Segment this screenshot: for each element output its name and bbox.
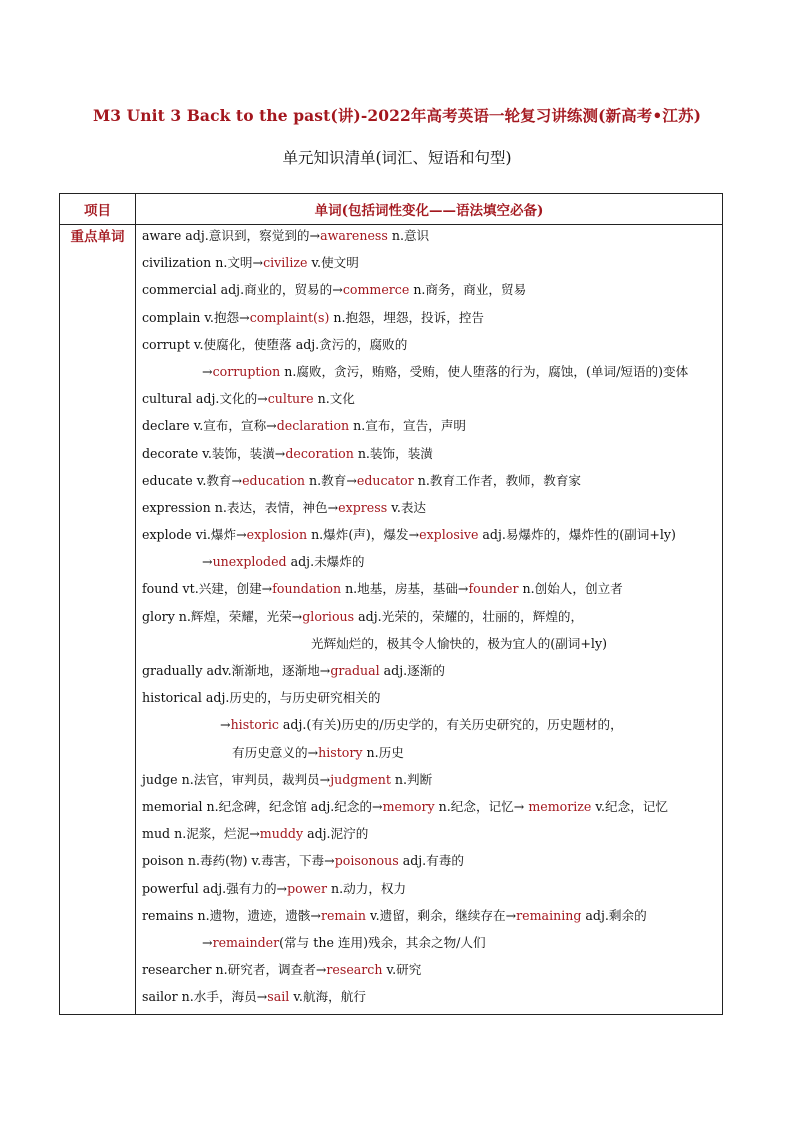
entry-text: v.研究 bbox=[382, 962, 422, 978]
word-entry-line bbox=[136, 280, 722, 307]
word-entry-line bbox=[136, 688, 722, 715]
derived-word: educator bbox=[356, 472, 414, 488]
word-entry-continuation bbox=[136, 634, 722, 661]
entry-text: complain v.抱怨→ bbox=[142, 309, 250, 325]
word-entry-line bbox=[136, 770, 722, 797]
entry-text: civilization n.文明→ bbox=[142, 255, 264, 271]
entry-text: n.意识 bbox=[387, 228, 430, 243]
derived-word: decoration bbox=[285, 445, 354, 461]
document-title: M3 Unit 3 Back to the past(讲)-2022年高考英语一轮复习讲练测(新高考•江苏) bbox=[92, 106, 702, 125]
word-entry-line bbox=[136, 987, 722, 1014]
entry-text: corrupt v.使腐化，使堕落 adj.贪污的，腐败的 bbox=[142, 336, 408, 352]
entry-text: remains n.遗物，遗迹，遗骸→ bbox=[142, 907, 321, 923]
derived-word: founder bbox=[468, 581, 519, 597]
derived-word: historic bbox=[230, 717, 279, 733]
entry-text: poison n.毒药(物) v.毒害，下毒→ bbox=[142, 853, 335, 869]
word-entry-line bbox=[136, 225, 722, 253]
word-list bbox=[136, 225, 723, 1015]
entry-text: n.装饰，装潢 bbox=[353, 445, 433, 461]
word-entry-continuation bbox=[136, 552, 722, 579]
entry-text: judge n.法官，审判员，裁判员→ bbox=[142, 771, 331, 787]
word-entry-line bbox=[136, 416, 722, 443]
entry-text: adj.剩余的 bbox=[581, 907, 647, 923]
entry-text: aware adj.意识到，察觉到的→ bbox=[142, 228, 321, 243]
word-entry-continuation bbox=[136, 743, 722, 770]
entry-text: v.遗留，剩余，继续存在→ bbox=[366, 907, 517, 923]
document-subtitle: 单元知识清单(词汇、短语和句型) bbox=[282, 149, 512, 167]
entry-text: n.宣布，宣告，声明 bbox=[349, 418, 467, 434]
entry-text: found vt.兴建，创建→ bbox=[142, 581, 273, 597]
derived-word: memory bbox=[382, 798, 435, 814]
entry-text: n.创始人，创立者 bbox=[518, 581, 623, 597]
derived-word: complaint(s) bbox=[249, 309, 330, 325]
derived-word: explosive bbox=[419, 527, 479, 543]
derived-word: awareness bbox=[320, 228, 388, 243]
column-header-words: 单词(包括词性变化——语法填空必备) bbox=[136, 194, 723, 225]
entry-text: commercial adj.商业的，贸易的→ bbox=[142, 282, 343, 298]
entry-text: adj.光荣的，荣耀的，壮丽的，辉煌的， bbox=[354, 608, 584, 624]
word-entry-line bbox=[136, 253, 722, 280]
entry-text: explode vi.爆炸→ bbox=[142, 527, 247, 543]
entry-text: n.腐败，贪污，贿赂，受贿，使人堕落的行为，腐蚀，(单词/短语的)变体 bbox=[280, 363, 689, 379]
entry-text: v.航海，航行 bbox=[289, 989, 366, 1005]
derived-word: muddy bbox=[259, 826, 304, 842]
word-entry-line bbox=[136, 960, 722, 987]
entry-text: (常与 the 连用)残余，其余之物/人们 bbox=[279, 934, 486, 950]
derived-word: judgment bbox=[330, 771, 391, 787]
entry-text: adj.泥泞的 bbox=[303, 826, 369, 842]
entry-text: v.纪念，记忆 bbox=[591, 798, 668, 814]
entry-text: → bbox=[202, 554, 213, 570]
entry-text: v.表达 bbox=[387, 499, 427, 515]
word-entry-line bbox=[136, 444, 722, 471]
entry-text: memorial n.纪念碑，纪念馆 adj.纪念的→ bbox=[142, 798, 383, 814]
entry-text: n.教育工作者，教师，教育家 bbox=[413, 472, 582, 488]
entry-text: n.判断 bbox=[390, 771, 433, 787]
derived-word: culture bbox=[267, 391, 314, 407]
entry-text: adj.易爆炸的，爆炸性的(副词+ly) bbox=[478, 527, 676, 543]
derived-word: explosion bbox=[246, 527, 308, 543]
entry-text: historical adj.历史的，与历史研究相关的 bbox=[142, 690, 381, 706]
word-entry-line bbox=[136, 308, 722, 335]
word-entry-line bbox=[136, 906, 722, 933]
entry-text: adj.(有关)历史的/历史学的，有关历史研究的，历史题材的， bbox=[278, 717, 623, 733]
entry-text: v.使文明 bbox=[307, 255, 359, 271]
entry-text: n.爆炸(声)，爆发→ bbox=[307, 527, 420, 543]
derived-word: express bbox=[338, 499, 388, 515]
derived-word: remainder bbox=[212, 934, 280, 950]
entry-text: n.抱怨，埋怨，投诉，控告 bbox=[329, 309, 485, 325]
word-entry-continuation bbox=[136, 715, 722, 742]
entry-text: researcher n.研究者，调查者→ bbox=[142, 962, 327, 978]
derived-word: remaining bbox=[516, 907, 582, 923]
word-entry-line bbox=[136, 607, 722, 634]
entry-text: → bbox=[202, 363, 213, 379]
derived-word: poisonous bbox=[334, 853, 399, 869]
derived-word: memorize bbox=[528, 798, 592, 814]
derived-word: education bbox=[242, 472, 306, 488]
entry-text: glory n.辉煌，荣耀，光荣→ bbox=[142, 608, 303, 624]
word-entry-line bbox=[136, 661, 722, 688]
entry-text: → bbox=[220, 717, 231, 733]
entry-text: educate v.教育→ bbox=[142, 472, 243, 488]
row-label: 重点单词 bbox=[60, 225, 136, 1015]
entry-text: 有历史意义的→ bbox=[232, 744, 319, 760]
word-entry-line bbox=[136, 579, 722, 606]
entry-text: decorate v.装饰，装潢→ bbox=[142, 445, 286, 461]
derived-word: research bbox=[326, 962, 383, 978]
entry-text: n.纪念，记忆→ bbox=[434, 798, 529, 814]
derived-word: sail bbox=[267, 989, 290, 1005]
word-entry-line bbox=[136, 498, 722, 525]
entry-text: n.动力，权力 bbox=[327, 880, 407, 896]
word-entry-line bbox=[136, 879, 722, 906]
word-entry-line bbox=[136, 824, 722, 851]
derived-word: history bbox=[318, 744, 363, 760]
derived-word: corruption bbox=[212, 363, 281, 379]
word-entry-continuation bbox=[136, 933, 722, 960]
derived-word: unexploded bbox=[212, 554, 287, 570]
entry-text: adj.未爆炸的 bbox=[286, 554, 365, 570]
table-row bbox=[60, 225, 723, 1015]
derived-word: foundation bbox=[272, 581, 342, 597]
word-entry-line bbox=[136, 335, 722, 362]
entry-text: adj.逐渐的 bbox=[379, 663, 445, 678]
derived-word: gradual bbox=[330, 663, 380, 678]
derived-word: civilize bbox=[263, 255, 308, 271]
table-header-row bbox=[60, 194, 723, 225]
word-entry-line bbox=[136, 851, 722, 878]
word-entry-line bbox=[136, 797, 722, 824]
word-entry-line bbox=[136, 471, 722, 498]
derived-word: glorious bbox=[302, 608, 355, 624]
entry-text: powerful adj.强有力的→ bbox=[142, 880, 288, 896]
entry-text: mud n.泥浆，烂泥→ bbox=[142, 826, 260, 842]
entry-text: n.商务，商业，贸易 bbox=[409, 282, 527, 298]
entry-text: 光辉灿烂的，极其令人愉快的，极为宜人的(副词+ly) bbox=[311, 635, 607, 651]
entry-text: n.教育→ bbox=[305, 472, 357, 488]
column-header-item: 项目 bbox=[60, 194, 136, 225]
entry-text: n.文化 bbox=[313, 391, 355, 407]
derived-word: commerce bbox=[342, 282, 410, 298]
derived-word: declaration bbox=[276, 418, 350, 434]
word-entry-line bbox=[136, 525, 722, 552]
word-entry-line bbox=[136, 389, 722, 416]
entry-text: n.地基，房基，基础→ bbox=[341, 581, 469, 597]
vocabulary-table bbox=[59, 193, 723, 1015]
entry-text: expression n.表达，表情，神色→ bbox=[142, 499, 339, 515]
derived-word: power bbox=[287, 880, 328, 896]
entry-text: declare v.宣布，宣称→ bbox=[142, 418, 277, 434]
word-entry-continuation bbox=[136, 362, 722, 389]
derived-word: remain bbox=[320, 907, 367, 923]
entry-text: cultural adj.文化的→ bbox=[142, 391, 268, 407]
entry-text: sailor n.水手，海员→ bbox=[142, 989, 268, 1005]
entry-text: adj.有毒的 bbox=[398, 853, 464, 869]
entry-text: n.历史 bbox=[362, 744, 404, 760]
entry-text: → bbox=[202, 934, 213, 950]
entry-text: gradually adv.渐渐地，逐渐地→ bbox=[142, 663, 331, 678]
